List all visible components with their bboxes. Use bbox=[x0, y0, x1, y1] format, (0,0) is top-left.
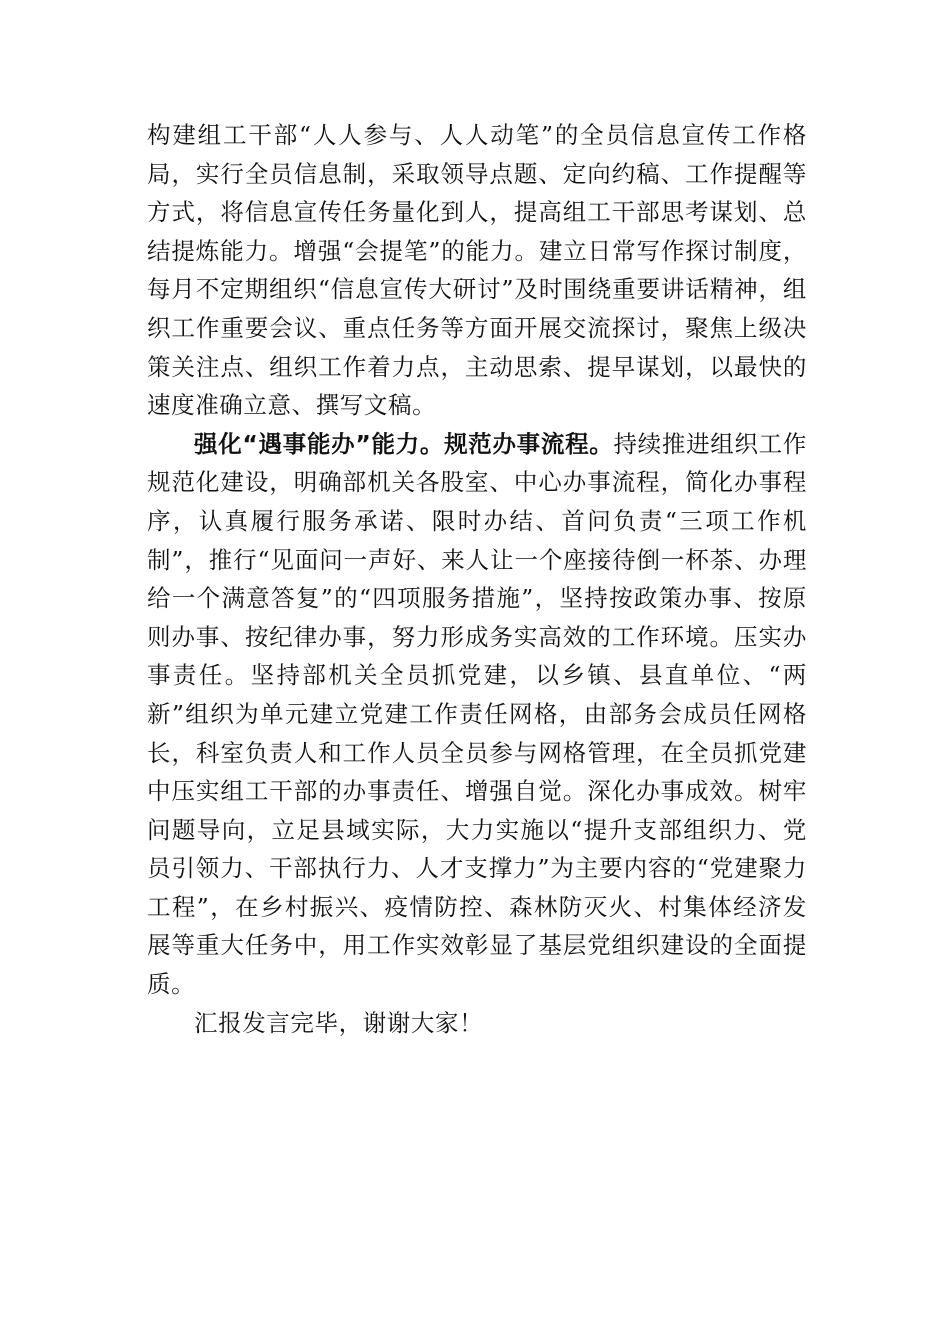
paragraph-body-text: 持续推进组织工作规范化建设，明确部机关各股室、中心办事流程，简化办事程序，认真履行服务承诺、限时办结、首问负责“三项工作机制”，推行“见面问一声好、来人让一个座接待倒一杯茶、办理给一个满意答复”的“四项服务措施”，坚持按政策办事、按原则办事、按纪律办事，努力形成务实高效的工作环境。压实办事责任。坚持部机关全员抓党建，以乡镇、县直单位、“两新”组织为单元建立党建工作责任网格，由部务会成员任网格长，科室负责人和工作人员全员参与网格管理，在全员抓党建中压实组工干部的办事责任、增强自觉。深化办事成效。树牢问题导向，立足县域实际，大力实施以“提升支部组织力、党员引领力、干部执行力、人才支撑力”为主要内容的“党建聚力工程”，在乡村振兴、疫情防控、森林防灭火、村集体经济发展等重大任务中，用工作实效彰显了基层党组织建设的全面提质。 bbox=[147, 429, 807, 999]
document-body bbox=[147, 116, 807, 1042]
paragraph-continued: 构建组工干部“人人参与、人人动笔”的全员信息宣传工作格局，实行全员信息制，采取领导点题、定向约稿、工作提醒等方式，将信息宣传任务量化到人，提高组工干部思考谋划、总结提炼能力。增强“会提笔”的能力。建立日常写作探讨制度，每月不定期组织“信息宣传大研讨”及时围绕重要讲话精神，组织工作重要会议、重点任务等方面开展交流探讨，聚焦上级决策关注点、组织工作着力点，主动思索、提早谋划，以最快的速度准确立意、撰写文稿。 bbox=[147, 121, 807, 420]
paragraph-lead-heading: 强化“遇事能办”能力。规范办事流程。 bbox=[194, 429, 614, 458]
paragraph-handling-ability bbox=[147, 425, 807, 1004]
closing-remark: 汇报发言完毕，谢谢大家！ bbox=[194, 1008, 484, 1037]
